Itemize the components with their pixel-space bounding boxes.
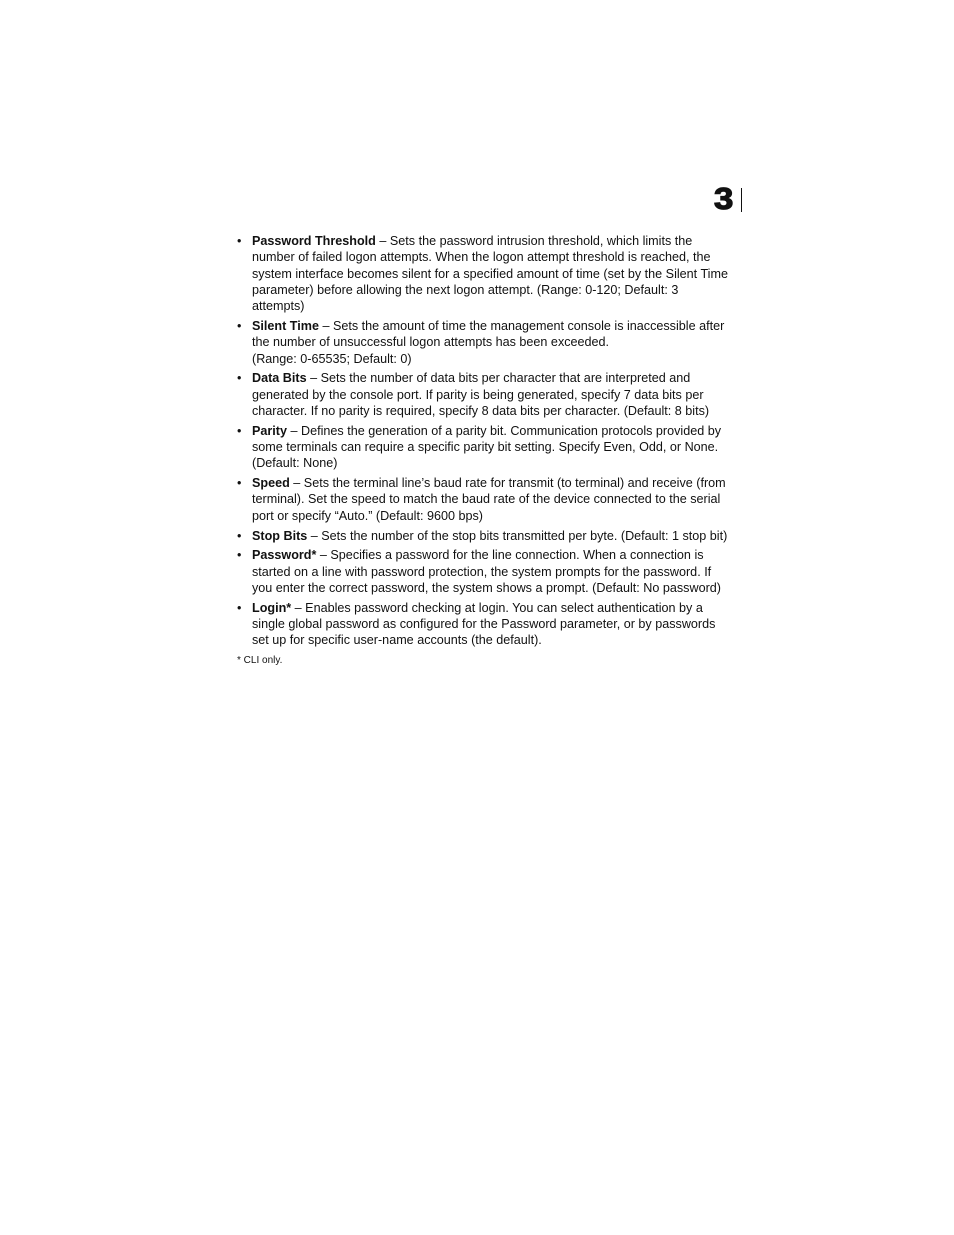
chapter-marker bbox=[712, 181, 744, 216]
list-item-silent-time bbox=[237, 318, 733, 367]
param-term: Login* bbox=[252, 600, 292, 615]
bullet: • bbox=[237, 548, 242, 563]
bullet: • bbox=[237, 528, 242, 543]
chapter-divider bbox=[741, 188, 742, 212]
chapter-number: 3 bbox=[714, 181, 734, 216]
param-description: – Sets the number of data bits per character that are interpreted and generated by the console port. If parity is being generated, specify 7 data bits per character. If no parity is required, specify 8 data bits per character. (Default: 8 bits) bbox=[252, 371, 710, 418]
param-range: (Range: 0-65535; Default: 0) bbox=[252, 351, 412, 366]
param-description: – Sets the password intrusion threshold, which limits the number of failed logon attempts. When the logon attempt threshold is reached, the system interface becomes silent for a specified amount of time (set by the Silent Time parameter) before allowing the next logon attempt. (Range: 0-120; Default: 3 attempts) bbox=[252, 234, 728, 314]
parameter-list bbox=[237, 233, 733, 649]
param-description: – Sets the terminal line’s baud rate for transmit (to terminal) and receive (from terminal). Set the speed to match the baud rate of the device connected to the serial port or specify “Auto.” (Default: 9600 bps) bbox=[252, 476, 726, 523]
bullet: • bbox=[237, 423, 242, 438]
param-term: Parity bbox=[252, 423, 288, 438]
param-term: Stop Bits bbox=[252, 528, 308, 543]
list-item-speed bbox=[237, 475, 733, 524]
list-item-parity bbox=[237, 423, 733, 472]
parameter-section bbox=[237, 233, 733, 667]
param-description: – Sets the amount of time the management console is inaccessible after the number of unsuccessful logon attempts has been exceeded. bbox=[252, 318, 725, 350]
param-term: Speed bbox=[252, 476, 290, 491]
list-item-password-threshold bbox=[237, 233, 733, 314]
bullet: • bbox=[237, 371, 242, 386]
param-description: – Sets the number of the stop bits transmitted per byte. (Default: 1 stop bit) bbox=[307, 528, 728, 543]
param-term: Password Threshold bbox=[252, 234, 376, 248]
bullet: • bbox=[237, 234, 242, 248]
param-description: – Defines the generation of a parity bit. Communication protocols provided by some terminals can require a specific parity bit setting. Specify Even, Odd, or None. (Default: None) bbox=[252, 423, 722, 471]
list-item-password bbox=[237, 547, 733, 596]
list-item-login bbox=[237, 600, 733, 649]
footnote: * CLI only. bbox=[237, 654, 283, 666]
bullet: • bbox=[237, 600, 242, 615]
bullet: • bbox=[237, 318, 242, 333]
param-term: Data Bits bbox=[252, 371, 307, 386]
param-description: – Specifies a password for the line connection. When a connection is started on a line with password protection, the system prompts for the password. If you enter the correct password, the system shows a prompt. (Default: No password) bbox=[252, 548, 721, 595]
param-description: – Enables password checking at login. You can select authentication by a single global password as configured for the Password parameter, or by passwords set up for specific user-name accounts (the default). bbox=[252, 600, 716, 648]
list-item-data-bits bbox=[237, 370, 733, 419]
param-term: Password* bbox=[252, 548, 317, 563]
list-item-stop-bits bbox=[237, 528, 733, 544]
param-term: Silent Time bbox=[252, 318, 319, 333]
bullet: • bbox=[237, 476, 242, 491]
